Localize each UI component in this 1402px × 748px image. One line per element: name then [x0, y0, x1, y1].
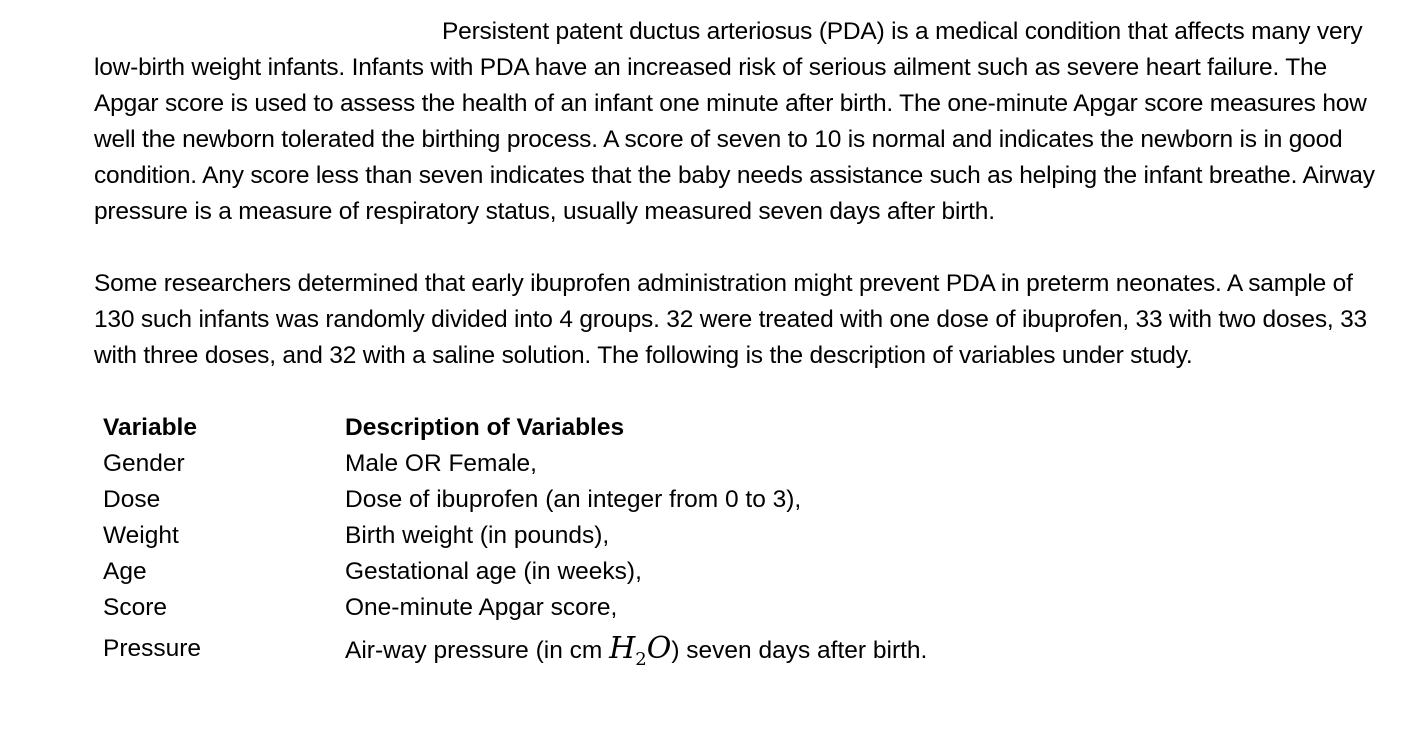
variable-name: Gender [103, 450, 185, 477]
formula-subscript: 2 [635, 649, 647, 670]
formula-o: O [646, 631, 672, 666]
variables-header-row [103, 410, 1384, 446]
formula-h: H [609, 631, 636, 666]
variable-description: Male OR Female, [345, 450, 537, 477]
description-column-header: Description of Variables [345, 414, 625, 441]
variable-description: Birth weight (in pounds), [345, 522, 610, 549]
variable-description: Dose of ibuprofen (an integer from 0 to 3), [345, 486, 802, 513]
variable-name: Weight [103, 522, 179, 549]
variable-row-age [103, 554, 1384, 590]
variable-name: Score [103, 594, 168, 621]
variable-name: Pressure [103, 635, 202, 662]
variables-table [103, 410, 1384, 669]
variable-row-weight [103, 518, 1384, 554]
pressure-desc-after: ) seven days after birth. [671, 637, 928, 664]
variable-row-score [103, 590, 1384, 626]
variable-name: Age [103, 558, 147, 585]
variable-name: Dose [103, 486, 161, 513]
water-formula [609, 631, 672, 670]
variable-row-dose [103, 482, 1384, 518]
variable-description: Gestational age (in weeks), [345, 558, 642, 585]
variable-row-pressure [103, 631, 1384, 669]
intro-paragraph-2: Some researchers determined that early ibuprofen administration might prevent PDA in preterm neonates. A sample of 130 such infants was randomly divided into 4 groups. 32 were treated with one dose of ibuprofen, 33 with two doses, 33 with three doses, and 32 with a saline solution. The following is the description of variables under study. [94, 270, 1367, 369]
variable-description: One-minute Apgar score, [345, 594, 618, 621]
document-page [94, 14, 1384, 669]
pressure-desc-before: Air-way pressure (in cm [345, 637, 610, 664]
variable-column-header: Variable [103, 414, 197, 441]
variable-row-gender [103, 446, 1384, 482]
variable-description [345, 631, 1384, 669]
intro-paragraph-1: Persistent patent ductus arteriosus (PDA) is a medical condition that affects many very low-birth weight infants. Infants with PDA have an increased risk of serious ailment such as severe heart failure. The Apgar score is used to assess the health of an infant one minute after birth. The one-minute Apgar score measures how well the newborn tolerated the birthing process. A score of seven to 10 is normal and indicates the newborn is in good condition. Any score less than seven indicates that the baby needs assistance such as helping the infant breathe. Airway pressure is a measure of respiratory status, usually measured seven days after birth. [94, 18, 1375, 225]
